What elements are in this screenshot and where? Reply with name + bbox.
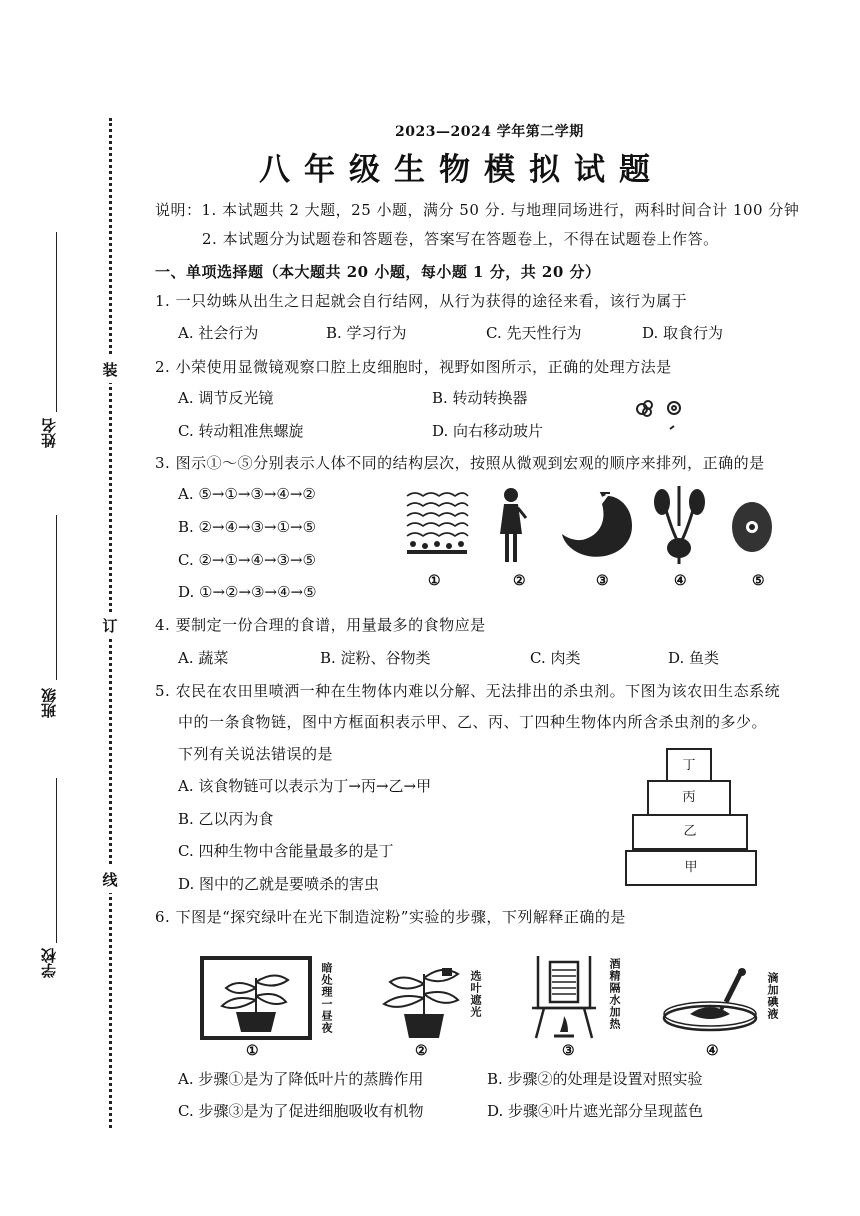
binding-mark-zhuang: 装 xyxy=(100,356,120,383)
step3-water-bath-figure xyxy=(530,952,600,1044)
q3-label-2: ② xyxy=(513,573,526,589)
stomach-figure xyxy=(558,492,638,562)
question-6-option-d: D. 步骤④叶片遮光部分呈现蓝色 xyxy=(487,1102,704,1120)
question-4-stem: 4. 要制定一份合理的食谱，用量最多的食物应是 xyxy=(155,616,486,634)
question-6-option-b: B. 步骤②的处理是设置对照实验 xyxy=(487,1070,703,1088)
cell-figure xyxy=(730,500,775,555)
q3-label-5: ⑤ xyxy=(752,573,765,589)
school-label: 学校 xyxy=(40,948,58,978)
question-4-option-c: C. 肉类 xyxy=(530,649,581,667)
note-line-2: 2. 本试题分为试题卷和答题卷，答案写在答题卷上，不得在试题卷上作答。 xyxy=(202,230,719,248)
question-1-option-a: A. 社会行为 xyxy=(178,324,259,342)
question-5-option-c: C. 四种生物中含能量最多的是丁 xyxy=(178,842,394,860)
question-2-option-b: B. 转动转换器 xyxy=(432,389,528,407)
step2-shaded-leaf-figure xyxy=(370,958,465,1042)
microscope-field-figure xyxy=(632,395,692,435)
human-figure xyxy=(495,486,527,566)
question-4-option-b: B. 淀粉、谷物类 xyxy=(320,649,431,667)
q6-label-1: ① xyxy=(246,1043,259,1059)
q3-label-1: ① xyxy=(428,573,441,589)
term-heading: 2023—2024 学年第二学期 xyxy=(395,124,584,140)
question-2-option-c: C. 转动粗准焦螺旋 xyxy=(178,422,304,440)
step4-iodine-dish-figure xyxy=(660,968,760,1038)
section-heading: 一、单项选择题（本大题共 20 小题，每小题 1 分，共 20 分） xyxy=(155,263,601,281)
q6-label-3: ③ xyxy=(562,1043,575,1059)
page-title: 八年级生物模拟试题 xyxy=(259,152,664,188)
question-3-option-a: A. ⑤→①→③→④→② xyxy=(178,485,316,503)
question-3-stem: 3. 图示①～⑤分别表示人体不同的结构层次，按照从微观到宏观的顺序来排列，正确的是 xyxy=(155,454,765,472)
binding-mark-xian: 线 xyxy=(100,866,120,893)
q6-label-4: ④ xyxy=(706,1043,719,1059)
question-5-option-b: B. 乙以丙为食 xyxy=(178,810,274,828)
question-5-stem-3: 下列有关说法错误的是 xyxy=(178,745,334,763)
step4-label: 滴加碘液 xyxy=(766,972,779,1020)
pyramid-box-bing: 丙 xyxy=(647,780,731,816)
q3-label-4: ④ xyxy=(674,573,687,589)
q6-label-2: ② xyxy=(415,1043,428,1059)
question-5-option-d: D. 图中的乙就是要喷杀的害虫 xyxy=(178,875,380,893)
class-blank-line xyxy=(56,515,57,680)
question-2-stem: 2. 小荣使用显微镜观察口腔上皮细胞时，视野如图所示，正确的处理方法是 xyxy=(155,358,672,376)
question-3-option-c: C. ②→①→④→③→⑤ xyxy=(178,551,316,569)
question-6-option-a: A. 步骤①是为了降低叶片的蒸腾作用 xyxy=(178,1070,424,1088)
question-1-option-b: B. 学习行为 xyxy=(326,324,407,342)
question-6-option-c: C. 步骤③是为了促进细胞吸收有机物 xyxy=(178,1102,424,1120)
step2-label: 选叶遮光 xyxy=(469,970,482,1018)
question-4-option-d: D. 鱼类 xyxy=(668,649,720,667)
note-line-1: 说明：1. 本试题共 2 大题，25 小题，满分 50 分. 与地理同场进行，两科时间合计 100 分钟 xyxy=(155,201,800,219)
pyramid-box-yi: 乙 xyxy=(632,814,748,850)
urinary-system-figure xyxy=(652,486,707,566)
question-5-option-a: A. 该食物链可以表示为丁→丙→乙→甲 xyxy=(178,777,432,795)
step1-label: 暗处理一昼夜 xyxy=(320,962,333,1034)
binding-mark-ding: 订 xyxy=(100,612,120,639)
question-1-option-d: D. 取食行为 xyxy=(642,324,724,342)
question-5-stem-1: 5. 农民在农田里喷洒一种在生物体内难以分解、无法排出的杀虫剂。下图为该农田生态系统 xyxy=(155,682,781,700)
tissue-figure xyxy=(405,488,470,558)
question-1-option-c: C. 先天性行为 xyxy=(486,324,582,342)
pyramid-box-jia: 甲 xyxy=(625,850,757,886)
name-blank-line xyxy=(56,232,57,412)
school-blank-line xyxy=(56,778,57,943)
question-2-option-a: A. 调节反光镜 xyxy=(178,389,274,407)
name-label: 姓名 xyxy=(40,418,58,448)
step3-label: 酒精隔水加热 xyxy=(608,958,621,1030)
question-1-stem: 1. 一只幼蛛从出生之日起就会自行结网，从行为获得的途径来看，该行为属于 xyxy=(155,292,688,310)
question-4-option-a: A. 蔬菜 xyxy=(178,649,229,667)
q3-label-3: ③ xyxy=(596,573,609,589)
question-5-stem-2: 中的一条食物链，图中方框面积表示甲、乙、丙、丁四种生物体内所含杀虫剂的多少。 xyxy=(178,713,768,731)
question-3-option-d: D. ①→②→③→④→⑤ xyxy=(178,583,317,601)
question-2-option-d: D. 向右移动玻片 xyxy=(432,422,544,440)
question-6-stem: 6. 下图是“探究绿叶在光下制造淀粉”实验的步骤，下列解释正确的是 xyxy=(155,908,626,926)
pyramid-box-ding: 丁 xyxy=(666,748,712,784)
step1-dark-box-figure xyxy=(200,956,312,1040)
question-3-option-b: B. ②→④→③→①→⑤ xyxy=(178,518,317,536)
class-label: 班级 xyxy=(40,688,58,718)
